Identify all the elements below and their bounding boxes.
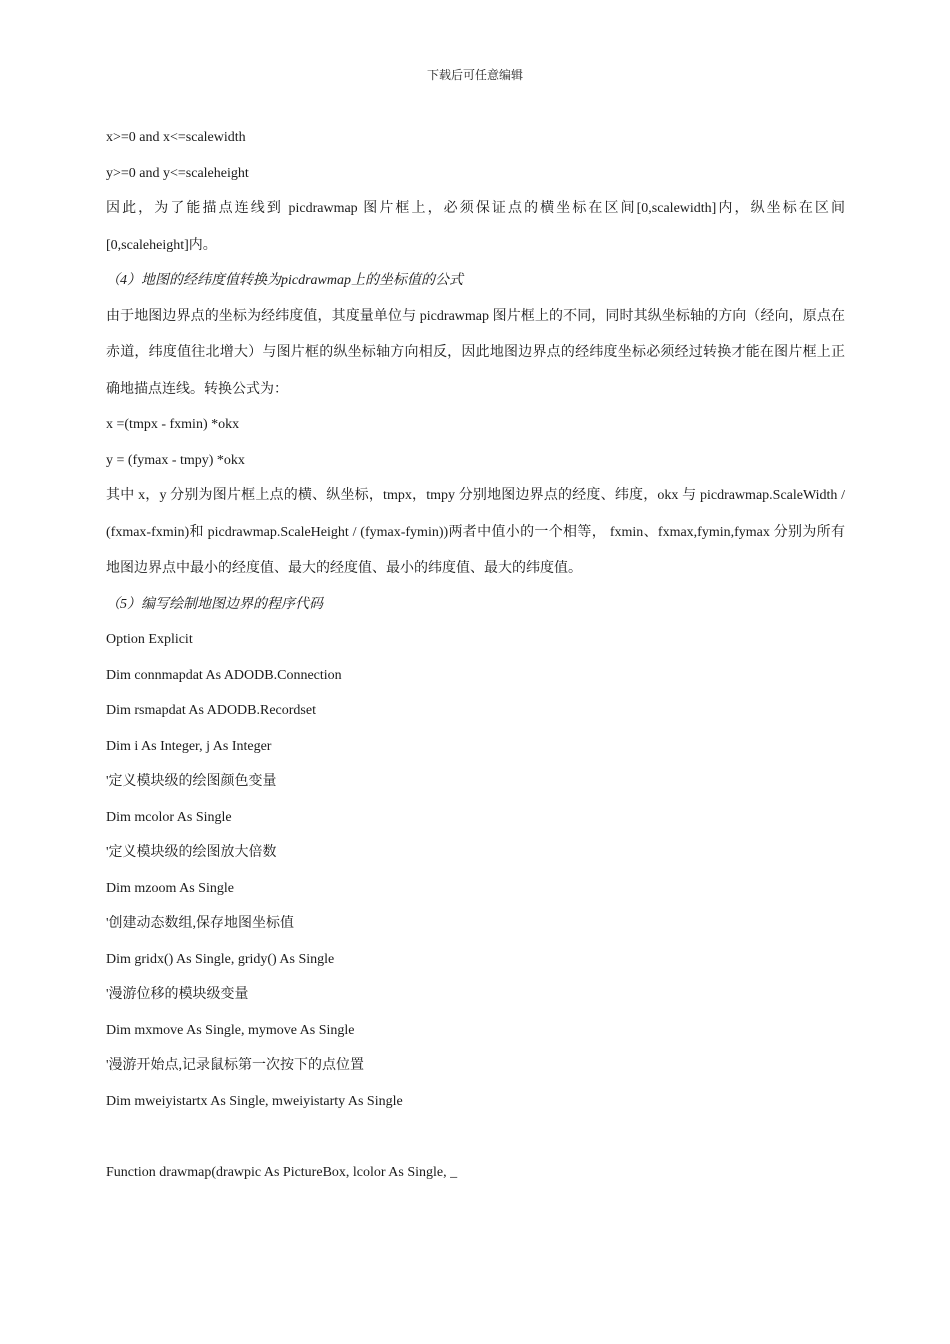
formula-x: x =(tmpx - fxmin) *okx (106, 417, 240, 432)
document-body (106, 124, 845, 1194)
code-comment: '漫游开始点,记录鼠标第一次按下的点位置 (106, 1058, 365, 1073)
page-header: 下载后可任意编辑 (426, 68, 523, 82)
code-line: Dim mcolor As Single (106, 809, 232, 825)
code-line: Option Explicit (106, 632, 193, 647)
code-line: Function drawmap(drawpic As PictureBox, lcolor As Single, _ (106, 1164, 458, 1180)
code-line: Dim gridx() As Single, gridy() As Single (106, 951, 335, 967)
code-comment: '创建动态数组,保存地图坐标值 (106, 916, 295, 931)
paragraph-conversion: 由于地图边界点的坐标为经纬度值，其度量单位与 picdrawmap 图片框上的不同，同时其纵坐标轴的方向（经向，原点在赤道，纬度值往北增大）与图片框的纵坐标轴方向相反，因此地图边界点的经纬度坐标必须经过转换才能在图片框上正确地描点连线。转换公式为： (106, 308, 845, 397)
code-line: Dim connmapdat As ADODB.Connection (106, 667, 342, 683)
blank-line (106, 1123, 845, 1159)
code-comment: '定义模块级的绘图颜色变量 (106, 774, 277, 789)
code-comment: '漫游位移的模块级变量 (106, 987, 249, 1002)
section-heading-4: （4）地图的经纬度值转换为picdrawmap上的坐标值的公式 (106, 273, 463, 288)
condition-x: x>=0 and x<=scalewidth (106, 130, 246, 145)
paragraph-variables: 其中 x，y 分别为图片框上点的横、纵坐标，tmpx，tmpy 分别地图边界点的经度、纬度，okx 与 picdrawmap.ScaleWidth / (fxmax-fxmin)和 picdrawmap.ScaleHeight / (fymax-fymin))两者中值小的一个相等， fxmin、fxmax,fymin,fymax 分别为所有地图边界点中最小的经度值、最大的经度值、最小的纬度值、最大的纬度值。 (106, 488, 845, 576)
code-line: Dim mxmove As Single, mymove As Single (106, 1022, 355, 1038)
code-line: Dim i As Integer, j As Integer (106, 738, 272, 754)
code-comment: '定义模块级的绘图放大倍数 (106, 845, 277, 860)
formula-y: y = (fymax - tmpy) *okx (106, 452, 245, 468)
code-line: Dim mweiyistartx As Single, mweiyistarty As Single (106, 1093, 403, 1109)
paragraph-range: 因此，为了能描点连线到 picdrawmap 图片框上，必须保证点的横坐标在区间[0,scalewidth]内，纵坐标在区间[0,scaleheight]内。 (106, 201, 845, 253)
section-heading-5: （5）编写绘制地图边界的程序代码 (106, 596, 323, 612)
code-line: Dim mzoom As Single (106, 880, 234, 896)
code-line: Dim rsmapdat As ADODB.Recordset (106, 703, 316, 718)
condition-y: y>=0 and y<=scaleheight (106, 165, 249, 181)
